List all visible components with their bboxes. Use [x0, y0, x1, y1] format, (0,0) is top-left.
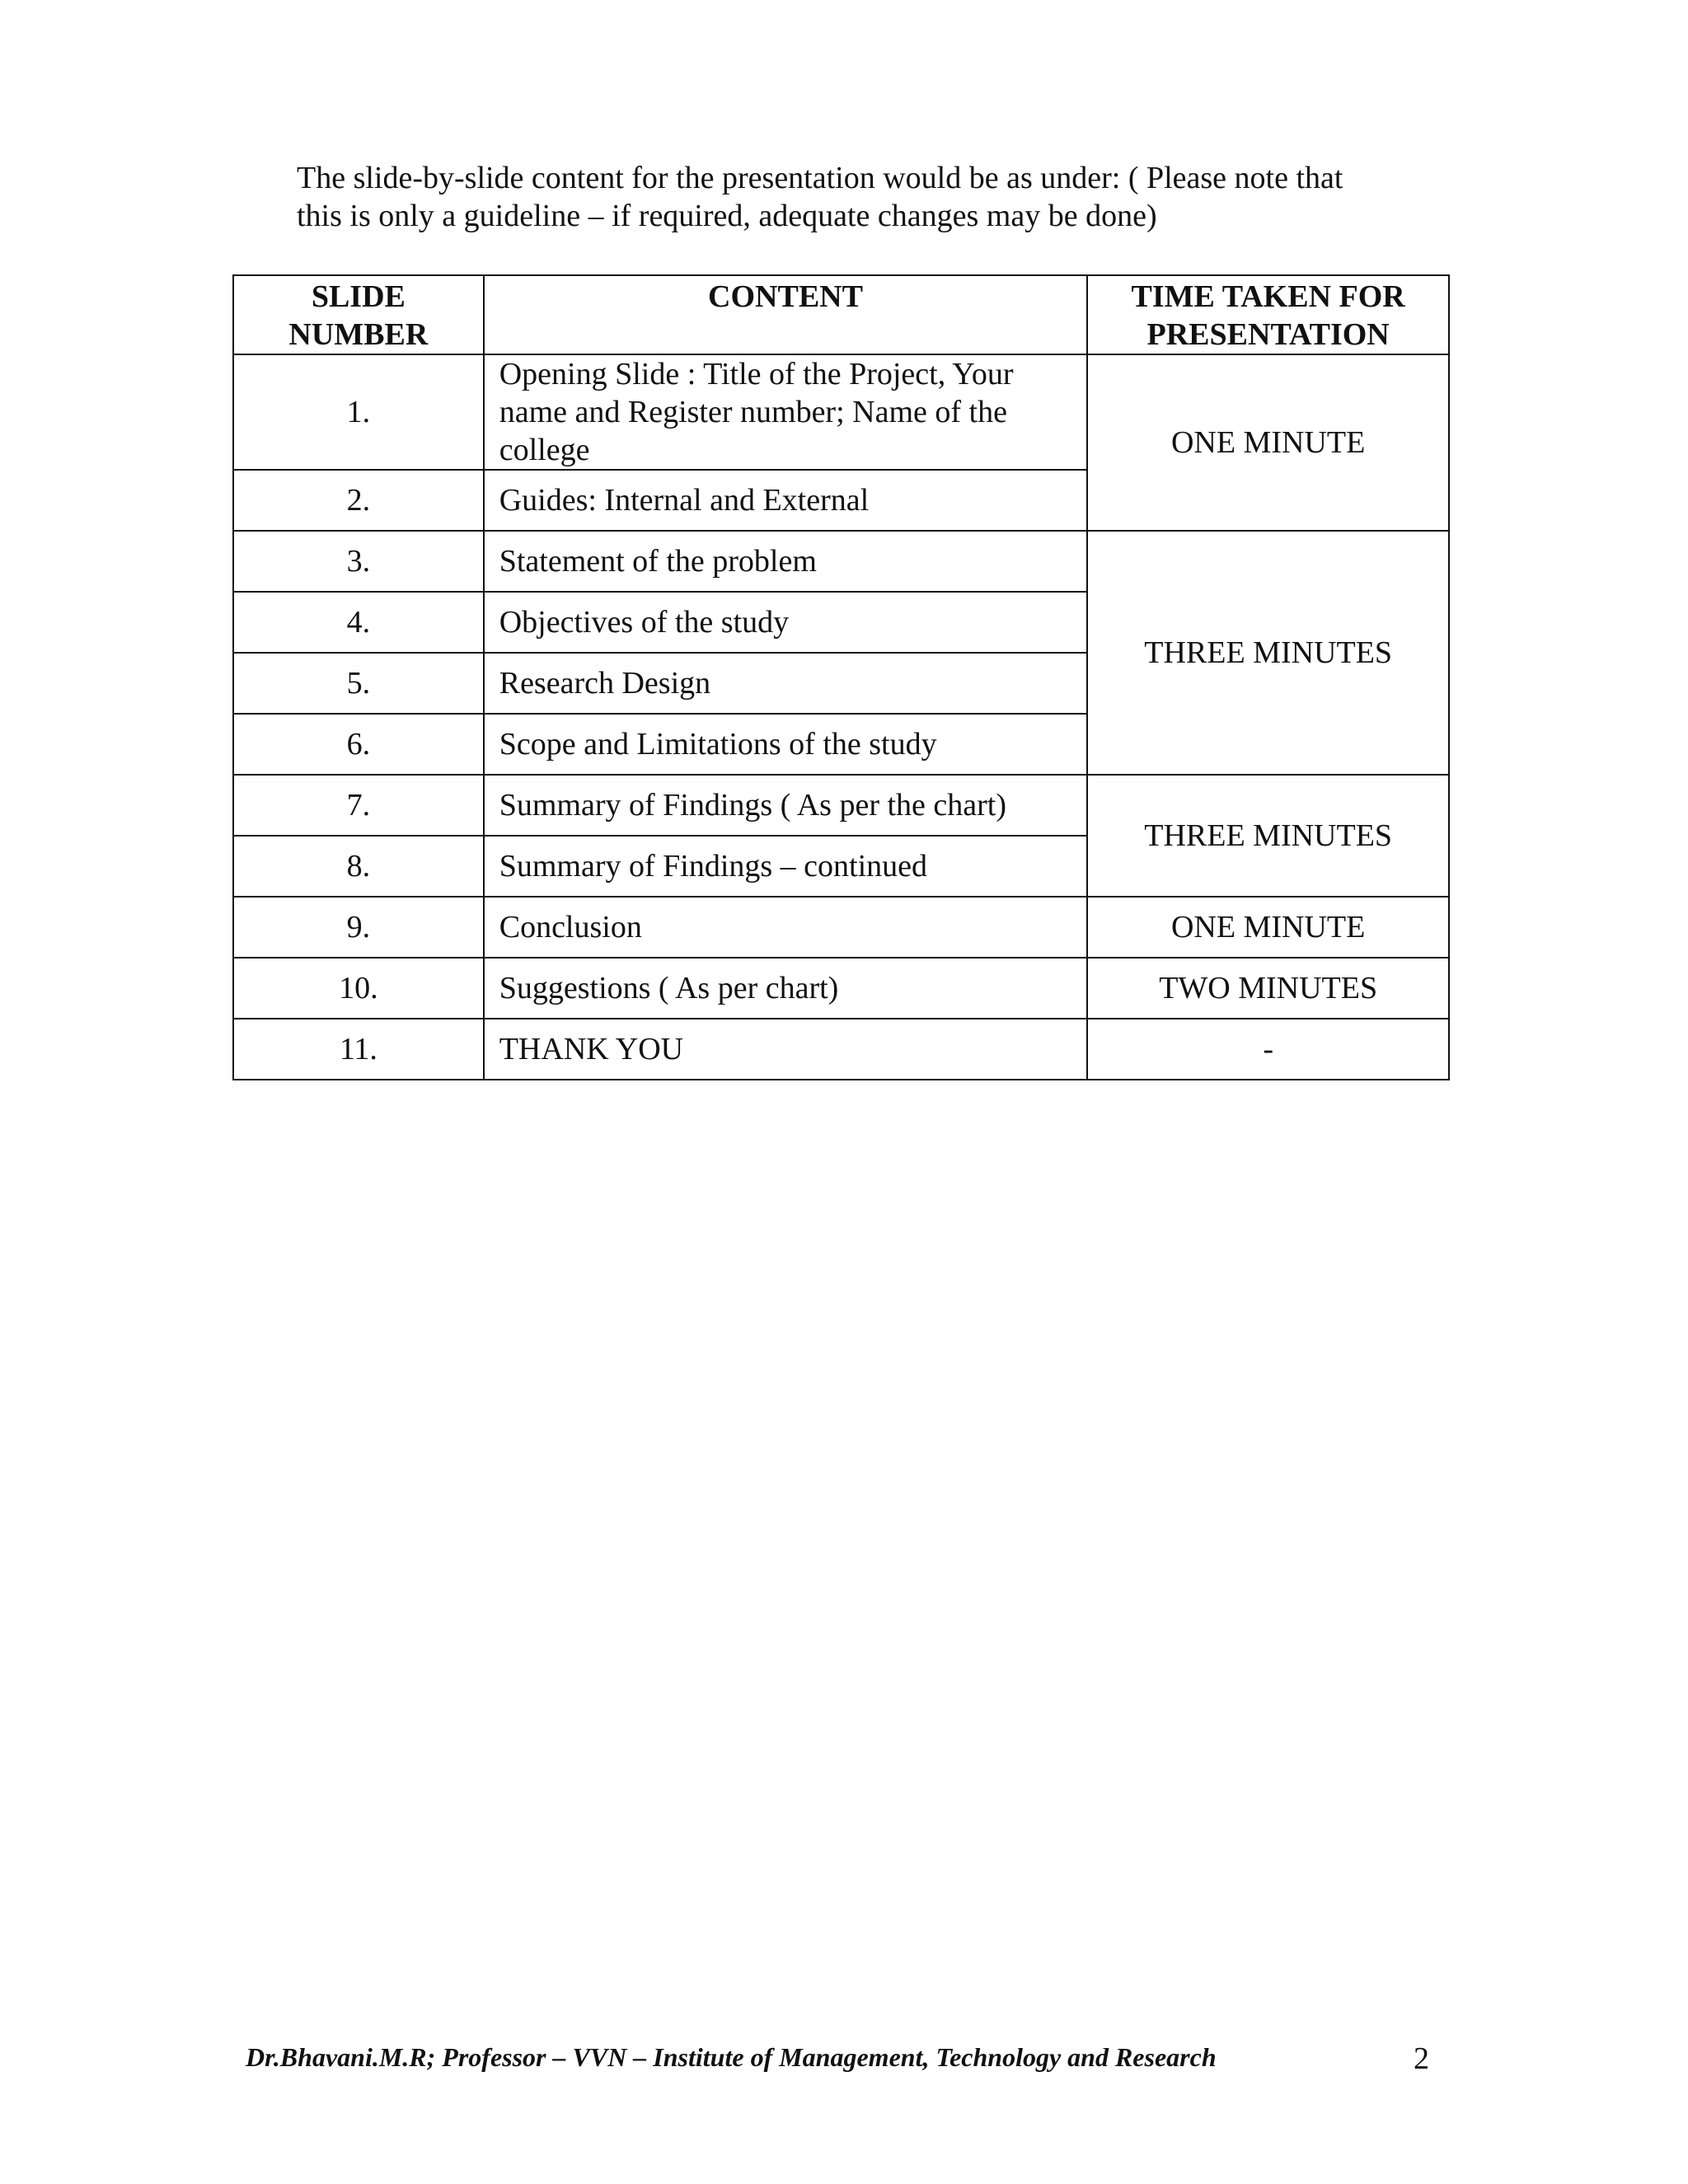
table-row	[233, 897, 1449, 958]
slide-content-cell: Opening Slide : Title of the Project, Your name and Register number; Name of the college	[484, 354, 1088, 470]
header-slide-number-line-2: NUMBER	[288, 317, 429, 352]
header-slide-number-line-1: SLIDE	[311, 279, 406, 314]
slide-number-cell: 2.	[233, 470, 484, 531]
slide-content-cell: Objectives of the study	[484, 592, 1088, 653]
slide-content-table	[232, 274, 1450, 1080]
slide-number-cell: 10.	[233, 958, 484, 1019]
slide-content-cell: Summary of Findings ( As per the chart)	[484, 775, 1088, 836]
time-cell: ONE MINUTE	[1087, 354, 1449, 531]
time-cell: -	[1087, 1019, 1449, 1080]
table-row	[233, 1019, 1449, 1080]
slide-number-cell: 6.	[233, 714, 484, 775]
intro-line-2: this is only a guideline – if required, adequate changes may be done)	[297, 199, 1157, 233]
table-row	[233, 958, 1449, 1019]
slide-content-cell: Conclusion	[484, 897, 1088, 958]
time-cell: THREE MINUTES	[1087, 531, 1449, 775]
slide-content-cell: Research Design	[484, 653, 1088, 714]
slide-number-cell: 9.	[233, 897, 484, 958]
header-slide-number	[233, 275, 484, 354]
header-time-line-2: PRESENTATION	[1146, 317, 1390, 352]
slide-number-cell: 8.	[233, 836, 484, 897]
header-time	[1087, 275, 1449, 354]
slide-content-cell: Guides: Internal and External	[484, 470, 1088, 531]
intro-paragraph	[297, 159, 1451, 235]
slide-number-cell: 5.	[233, 653, 484, 714]
slide-number-cell: 4.	[233, 592, 484, 653]
table-row	[233, 775, 1449, 836]
slide-number-cell: 11.	[233, 1019, 484, 1080]
table-row	[233, 354, 1449, 470]
slide-number-cell: 7.	[233, 775, 484, 836]
slide-content-cell: THANK YOU	[484, 1019, 1088, 1080]
slide-number-cell: 3.	[233, 531, 484, 592]
time-cell: THREE MINUTES	[1087, 775, 1449, 897]
slide-number-cell: 1.	[233, 354, 484, 470]
time-cell: TWO MINUTES	[1087, 958, 1449, 1019]
time-cell: ONE MINUTE	[1087, 897, 1449, 958]
slide-content-cell: Statement of the problem	[484, 531, 1088, 592]
page-number: 2	[1414, 2041, 1429, 2076]
table-header-row	[233, 275, 1449, 354]
table-row	[233, 531, 1449, 592]
intro-line-1: The slide-by-slide content for the presentation would be as under: ( Please note that	[297, 161, 1343, 195]
header-time-line-1: TIME TAKEN FOR	[1131, 279, 1405, 314]
slide-content-cell: Suggestions ( As per chart)	[484, 958, 1088, 1019]
footer-author-line: Dr.Bhavani.M.R; Professor – VVN – Institute of Management, Technology and Research	[246, 2042, 1217, 2072]
slide-content-cell: Scope and Limitations of the study	[484, 714, 1088, 775]
slide-content-cell: Summary of Findings – continued	[484, 836, 1088, 897]
header-content: CONTENT	[484, 275, 1088, 354]
